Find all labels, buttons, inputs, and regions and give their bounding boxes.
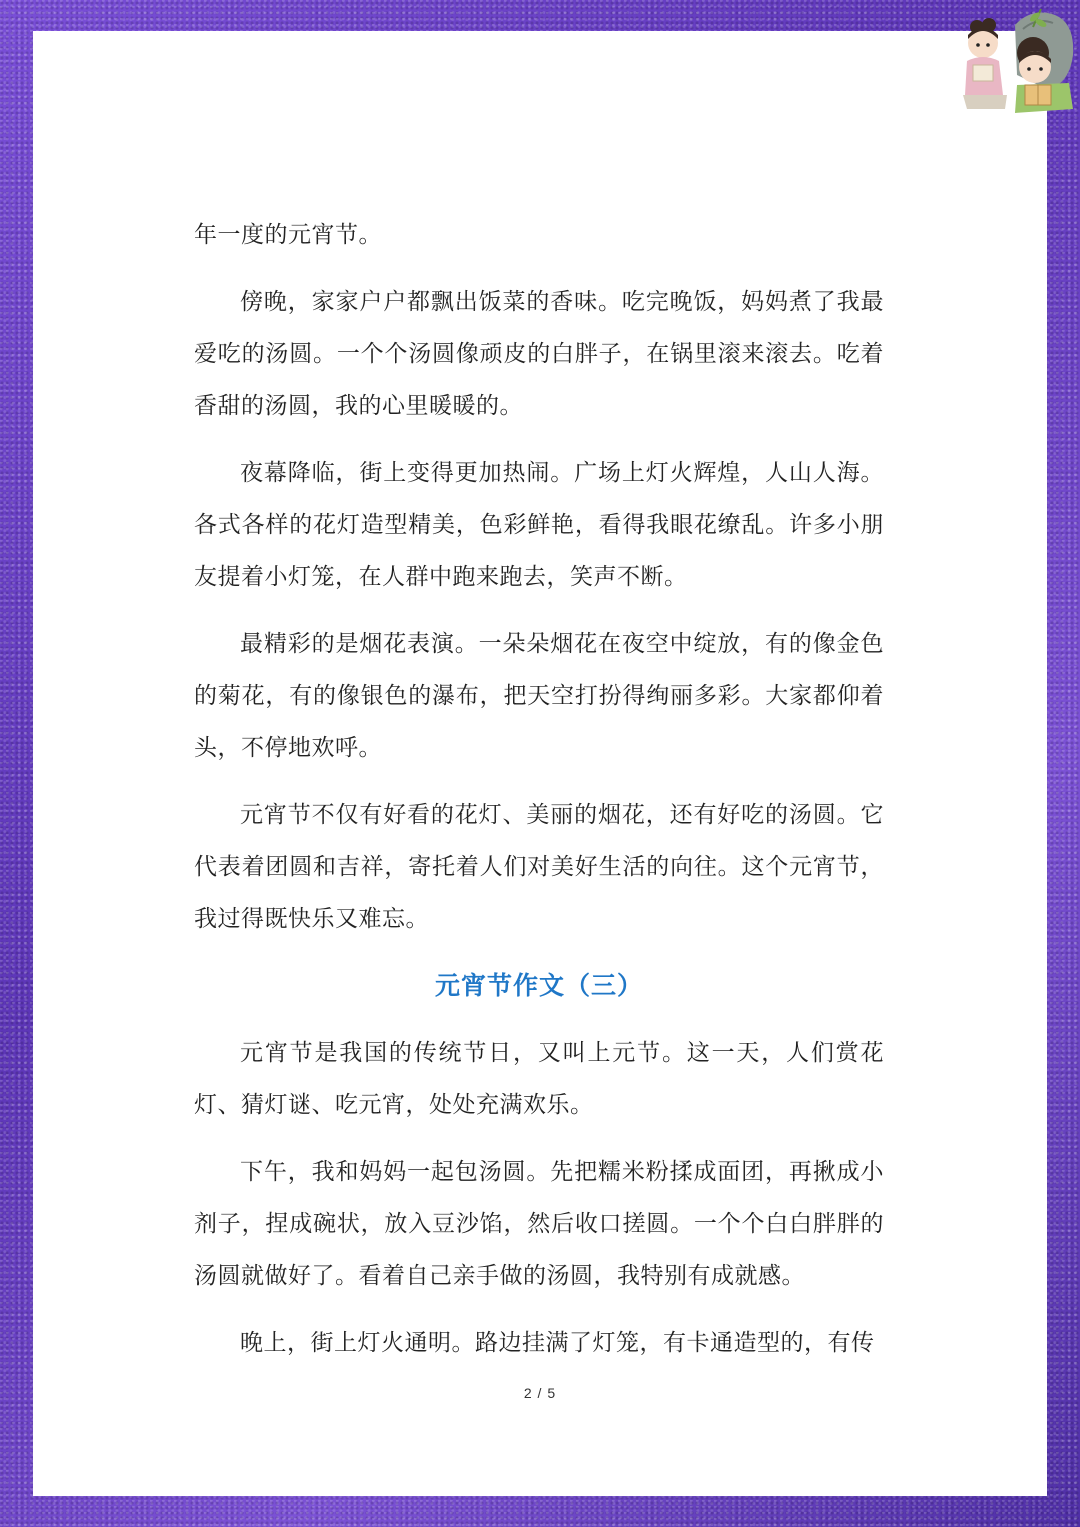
paragraph: 元宵节是我国的传统节日，又叫上元节。这一天，人们赏花灯、猜灯谜、吃元宵，处处充满欢乐。 bbox=[194, 1040, 884, 1118]
document-page bbox=[33, 31, 1047, 1496]
page-number: 2 / 5 bbox=[523, 1385, 557, 1401]
paragraph: 元宵节不仅有好看的花灯、美丽的烟花，还有好吃的汤圆。它代表着团圆和吉祥，寄托着人们对美好生活的向往。这个元宵节，我过得既快乐又难忘。 bbox=[194, 802, 884, 932]
paragraph: 傍晚，家家户户都飘出饭菜的香味。吃完晚饭，妈妈煮了我最爱吃的汤圆。一个个汤圆像顽皮的白胖子，在锅里滚来滚去。吃着香甜的汤圆，我的心里暖暖的。 bbox=[194, 289, 884, 419]
article-body bbox=[194, 209, 884, 1369]
paragraph: 最精彩的是烟花表演。一朵朵烟花在夜空中绽放，有的像金色的菊花，有的像银色的瀑布，把天空打扮得绚丽多彩。大家都仰着头，不停地欢呼。 bbox=[194, 631, 884, 761]
paragraph: 下午，我和妈妈一起包汤圆。先把糯米粉揉成面团，再揪成小剂子，捏成碗状，放入豆沙馅，然后收口搓圆。一个个白白胖胖的汤圆就做好了。看着自己亲手做的汤圆，我特别有成就感。 bbox=[194, 1159, 884, 1289]
paragraph: 年一度的元宵节。 bbox=[194, 222, 382, 248]
section-heading: 元宵节作文（三） bbox=[434, 971, 643, 1000]
paragraph: 晚上，街上灯火通明。路边挂满了灯笼，有卡通造型的，有传 bbox=[240, 1330, 875, 1356]
paragraph: 夜幕降临，街上变得更加热闹。广场上灯火辉煌，人山人海。各式各样的花灯造型精美，色彩鲜艳，看得我眼花缭乱。许多小朋友提着小灯笼，在人群中跑来跑去，笑声不断。 bbox=[194, 460, 884, 590]
two-children-reading-icon bbox=[937, 5, 1077, 125]
